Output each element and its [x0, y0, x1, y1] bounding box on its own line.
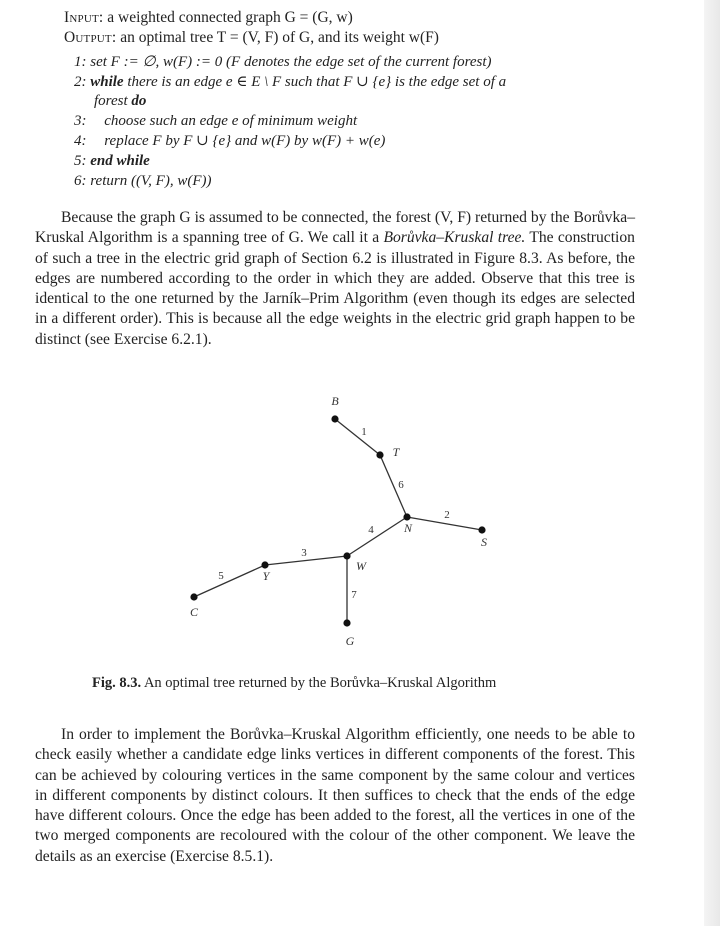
line-number: 6: [74, 173, 87, 189]
edge-W-N [347, 517, 407, 556]
line-number: 2: [74, 74, 87, 90]
line-number: 5: [74, 153, 87, 169]
edge-label-6: 6 [398, 479, 404, 491]
input-label: Input: [64, 9, 104, 26]
tree-edges [194, 419, 482, 623]
line-text: replace F by F ∪ {e} and w(F) by w(F) + w(e) [104, 133, 386, 149]
vertex-Y [261, 561, 268, 568]
line-text: set F := ∅, w(F) := 0 (F denotes the edge set of the current forest) [90, 54, 492, 70]
vertex-C [190, 593, 197, 600]
page-edge-shadow [704, 0, 720, 926]
output-label: Output: [64, 29, 117, 46]
edge-C-Y [194, 565, 265, 597]
vertex-label-B: B [331, 394, 339, 408]
input-text: a weighted connected graph G = (G, w) [103, 9, 353, 26]
tree-vertices [190, 394, 487, 648]
vertex-N [403, 513, 410, 520]
paragraph-1-text-b: The construction of such a tree in the electric grid graph of Section 6.2 is illustrated in Figure 8.3. As before, the edges are numbered according to the order in which they are added. Observe that this tree is identical to the one returned by the Jarník–Prim Algorithm (even though its edges are selected in a different order). This is because all the edge weights in the electric grid graph happen to be distinct (see Exercise 6.2.1). [35, 229, 635, 348]
vertex-label-N: N [403, 521, 413, 535]
algorithm-line-2-cont [94, 92, 146, 111]
algorithm-line-4 [74, 132, 385, 151]
edge-label-4: 4 [368, 524, 374, 536]
output-text: an optimal tree T = (V, F) of G, and its weight w(F) [116, 29, 439, 46]
vertex-label-C: C [189, 605, 199, 619]
paragraph-1-emphasis: Borůvka–Kruskal tree. [383, 229, 526, 247]
algorithm-output [64, 28, 439, 47]
paragraph-1-text-a: Because the graph G is assumed to be connected, the forest (V, F) returned by the Borůvka–Kruskal Algorithm is a spanning tree of G. We call it a [35, 209, 635, 247]
algorithm-line-5 [74, 152, 150, 171]
line-text: return ((V, F), w(F)) [90, 173, 212, 189]
line-text: choose such an edge e of minimum weight [104, 113, 358, 129]
paragraph-2-text: In order to implement the Borůvka–Kruskal Algorithm efficiently, one needs to be able to check easily whether a candidate edge links vertices in different components of the forest. This can be achieved by colouring vertices in the same component by the same colour and vertices in different components by distinct colours. It then suffices to check that the ends of the edge have different colours. Once the edge has been added to the forest, all the vertices in one of the two merged components are recoloured with the colour of the other component. We leave the details as an exercise (Exercise 8.5.1). [35, 726, 635, 865]
edge-B-T [335, 419, 380, 455]
figure-caption [92, 674, 496, 693]
vertex-T [376, 451, 383, 458]
vertex-label-W: W [356, 559, 366, 573]
line-text: forest [94, 93, 132, 109]
tree-diagram [180, 385, 520, 660]
keyword-do: do [131, 93, 147, 109]
edge-label-2: 2 [444, 509, 450, 521]
caption-text: An optimal tree returned by the Borůvka–Kruskal Algorithm [141, 675, 497, 691]
edge-label-3: 3 [301, 547, 307, 559]
edge-label-7: 7 [351, 589, 357, 601]
vertex-label-S: S [481, 535, 487, 549]
vertex-W [343, 552, 350, 559]
algorithm-line-2 [74, 73, 506, 92]
algorithm-line-6 [74, 172, 211, 191]
vertex-label-Y: Y [262, 569, 270, 583]
algorithm-line-1 [74, 53, 492, 72]
paragraph-1 [35, 208, 635, 350]
line-number: 4: [74, 133, 87, 149]
vertex-S [478, 526, 485, 533]
caption-label: Fig. 8.3. [92, 675, 142, 691]
line-text: there is an edge e ∈ E \ F such that F ∪ {e} is the edge set of a [123, 74, 507, 90]
algorithm-line-3 [74, 112, 357, 131]
vertex-G [343, 619, 350, 626]
vertex-B [331, 415, 338, 422]
keyword-while: while [90, 74, 124, 90]
keyword-end-while: end while [90, 153, 150, 169]
vertex-label-T: T [392, 445, 400, 459]
line-number: 3: [74, 113, 87, 129]
vertex-label-G: G [345, 634, 355, 648]
edge-label-5: 5 [218, 570, 224, 582]
edge-label-1: 1 [361, 426, 367, 438]
algorithm-input [64, 8, 353, 27]
paragraph-2 [35, 725, 635, 867]
line-number: 1: [74, 54, 87, 70]
